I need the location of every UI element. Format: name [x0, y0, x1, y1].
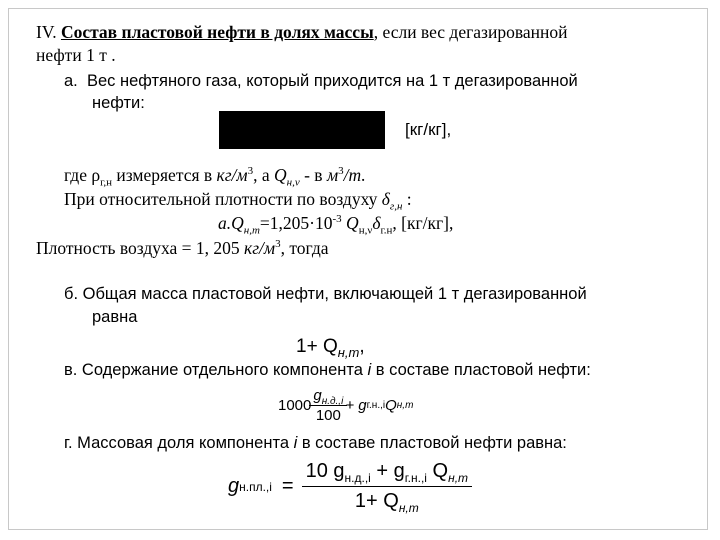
section-title-rest: , если вес дегазированной	[373, 22, 568, 42]
formula-a-exp: -3	[332, 213, 342, 226]
formula-v-numerator	[311, 387, 345, 405]
formula-a-delta: δ	[372, 213, 381, 233]
formula-a-lhs: a.Q	[218, 213, 244, 233]
rel-text: При относительной плотности по воздуху	[64, 189, 382, 209]
item-b-line1: б. Общая масса пластовой нефти, включающей 1 т дегазированной	[64, 285, 587, 303]
formula-g-denominator	[302, 486, 472, 513]
air-density-sup: 3	[275, 238, 281, 251]
where-mid3: - в	[299, 165, 327, 185]
formula-v-plus-g: + g	[345, 397, 367, 414]
item-b-line2: равна	[92, 308, 138, 326]
delta-symbol: δ	[381, 189, 390, 209]
formula-g-lhs: g	[228, 475, 240, 497]
item-g-var: i	[293, 434, 298, 452]
formula-v-q: Q	[385, 397, 397, 414]
item-v-tail: в составе пластовой нефти:	[371, 361, 591, 379]
section-line2: нефти 1 т .	[36, 45, 116, 65]
where-mid2: , а	[253, 165, 274, 185]
item-b-formula-tail: ,	[359, 336, 365, 357]
air-density-tail: , тогда	[280, 238, 329, 258]
formula-g-num-c: Q	[426, 460, 449, 482]
relative-density-line	[64, 189, 412, 213]
formula-v: 1000 $\frac{g_{н.д.,i}}{100}$ + g г.н.,i Q н,т	[278, 387, 414, 424]
where-sup2: 3	[338, 165, 344, 178]
formula-a	[218, 213, 454, 237]
item-b-formula-sub: н,т	[337, 344, 360, 360]
where-unit1: кг/м	[216, 165, 248, 185]
formula-g-fraction	[304, 460, 470, 513]
formula-g-num-b: + g	[370, 460, 405, 482]
formula-a-unit: , [кг/кг],	[392, 213, 454, 233]
formula-a-delta-sub: г.н	[380, 224, 393, 237]
delta-subscript: г,н	[389, 200, 403, 213]
rel-colon: :	[402, 189, 412, 209]
formula-g-numerator	[304, 460, 470, 486]
item-a-line1	[64, 71, 578, 91]
rho-subscript: г,н	[100, 176, 113, 189]
formula-g-den-a-sub: н,т	[398, 501, 419, 515]
item-g-tail: в составе пластовой нефти равна:	[297, 434, 567, 452]
where-sup1: 3	[247, 165, 254, 178]
item-v-text: в. Содержание отдельного компонента	[64, 361, 368, 379]
where-unit2: м	[326, 165, 339, 185]
formula-v-num-sub: н.д.,i	[321, 396, 344, 407]
formula-a-q-sub: н,ν	[358, 224, 373, 237]
formula-g-den-a: 1+ Q	[354, 490, 399, 512]
formula-g-num-a: 10 g	[305, 460, 345, 482]
formula-g-num-b-sub: г.н.,i	[404, 471, 427, 485]
item-g-text: г. Массовая доля компонента	[64, 434, 294, 452]
formula-v-denominator: 100	[309, 405, 347, 424]
where-prefix: где	[64, 165, 92, 185]
formula-v-left: 1000	[278, 397, 312, 414]
item-v-var: i	[367, 361, 372, 379]
formula-a-lhs-sub: н,т	[243, 224, 260, 237]
item-v-line	[64, 360, 591, 380]
q-subscript: н,ν	[286, 176, 300, 189]
formula-g-num-a-sub: н.д.,i	[344, 471, 371, 485]
air-density-text: Плотность воздуха = 1, 205	[36, 238, 245, 258]
where-line	[64, 165, 366, 189]
where-mid1: измеряется в	[112, 165, 217, 185]
formula-g: g н.пл.,i = $\frac{10 g_{н.д.,i} + g_{г.н.,i} Q_{н,т}}{1+ Q_{н,т}}$	[228, 460, 470, 513]
item-a-text: Вес нефтяного газа, который приходится на 1 т дегазированной	[86, 72, 578, 90]
rho-symbol: ρ	[91, 165, 101, 185]
q-symbol: Q	[273, 165, 287, 185]
item-a-line2: нефти:	[92, 94, 145, 112]
formula-a-eq: =1,205·10	[259, 213, 333, 233]
item-g-line	[64, 433, 567, 453]
formula-g-num-c-sub: н,т	[448, 471, 469, 485]
where-unit2b: /т.	[343, 165, 366, 185]
redacted-formula-block	[219, 111, 385, 149]
formula-v-num-g: g	[313, 387, 322, 404]
item-b-formula-main: 1+ Q	[296, 336, 338, 357]
item-a-label: а.	[64, 72, 78, 90]
air-density-unit: кг/м	[244, 238, 276, 258]
section-title: Состав пластовой нефти в долях массы	[60, 22, 374, 42]
item-b-formula	[296, 335, 365, 359]
section-numeral: IV.	[36, 22, 57, 42]
formula-g-eq: =	[281, 475, 294, 497]
formula-a-q: Q	[341, 213, 359, 233]
section-heading	[36, 22, 567, 42]
formula-v-fraction	[311, 387, 345, 424]
item-a-unit: [кг/кг],	[405, 120, 452, 139]
air-density-line	[36, 238, 329, 258]
